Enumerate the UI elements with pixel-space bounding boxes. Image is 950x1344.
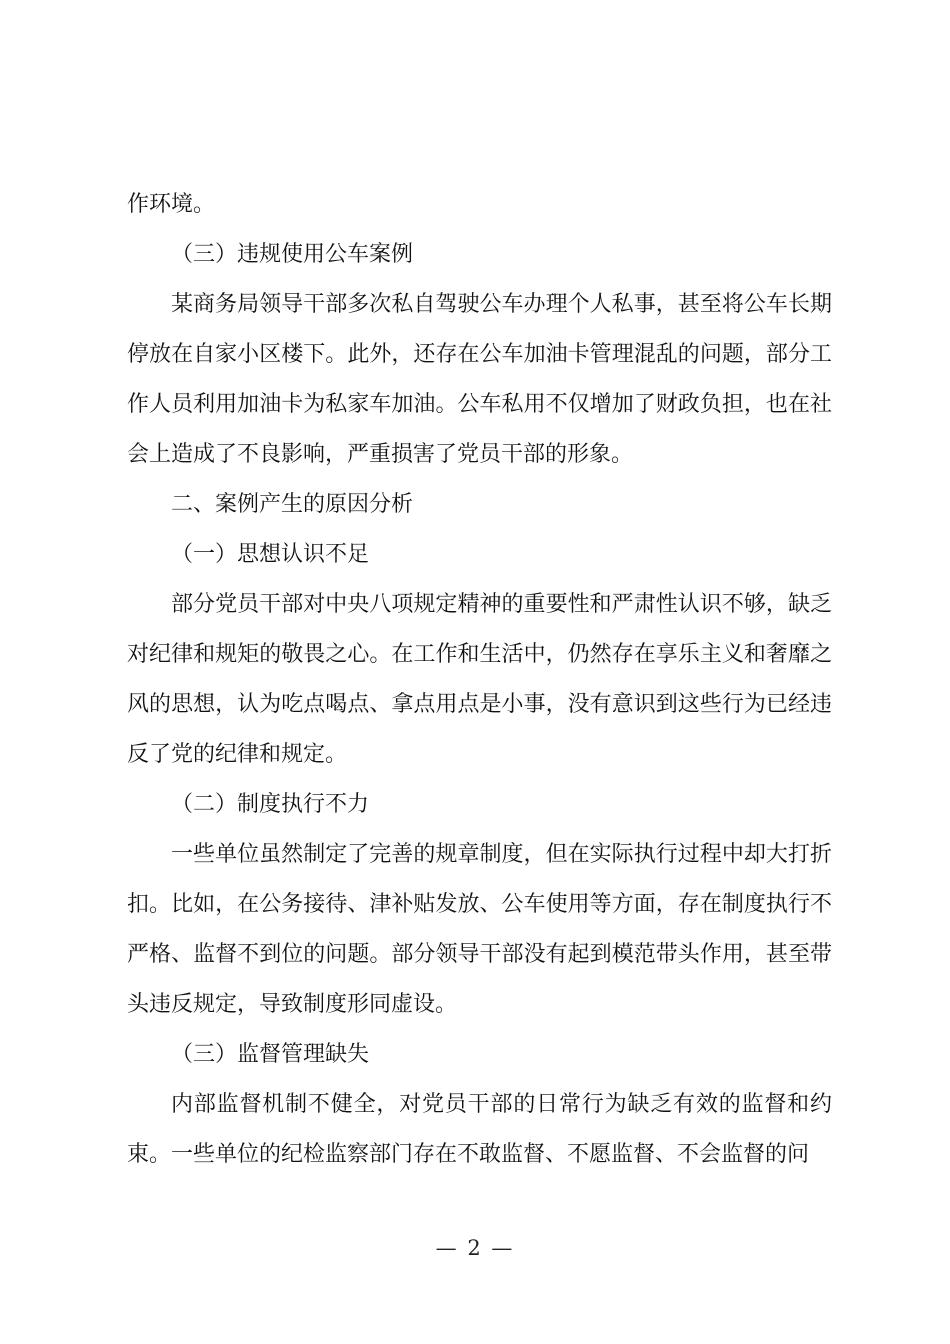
page-number: — 2 —: [435, 1236, 515, 1260]
section-heading-three: （三）违规使用公车案例: [171, 242, 414, 267]
section-heading-one: （一）思想认识不足: [171, 542, 370, 567]
paragraph-supervision: 内部监督机制不健全，对党员干部的日常行为缺乏有效的监督和约束。一些单位的纪检监察部门存在不敢监督、不愿监督、不会监督的问: [127, 1092, 832, 1167]
paragraph-system-execution: 一些单位虽然制定了完善的规章制度，但在实际执行过程中却大打折扣。比如，在公务接待、津补贴发放、公车使用等方面，存在制度执行不严格、监督不到位的问题。部分领导干部没有起到模范带头作用，甚至带头违反规定，导致制度形同虚设。: [127, 842, 832, 1017]
paragraph-ideology: 部分党员干部对中央八项规定精神的重要性和严肃性认识不够，缺乏对纪律和规矩的敬畏之心。在工作和生活中，仍然存在享乐主义和奢靡之风的思想，认为吃点喝点、拿点用点是小事，没有意识到这些行为已经违反了党的纪律和规定。: [127, 592, 832, 767]
paragraph-continuation: 作环境。: [127, 192, 216, 217]
paragraph-official-car-case: 某商务局领导干部多次私自驾驶公车办理个人私事，甚至将公车长期停放在自家小区楼下。此外，还存在公车加油卡管理混乱的问题，部分工作人员利用加油卡为私家车加油。公车私用不仅增加了财政负担，也在社会上造成了不良影响，严重损害了党员干部的形象。: [127, 292, 832, 467]
section-heading-three-supervision: （三）监督管理缺失: [171, 1042, 370, 1067]
document-body: [127, 180, 832, 1180]
section-heading-two: （二）制度执行不力: [171, 792, 370, 817]
chapter-heading-cause-analysis: 二、案例产生的原因分析: [171, 492, 414, 517]
